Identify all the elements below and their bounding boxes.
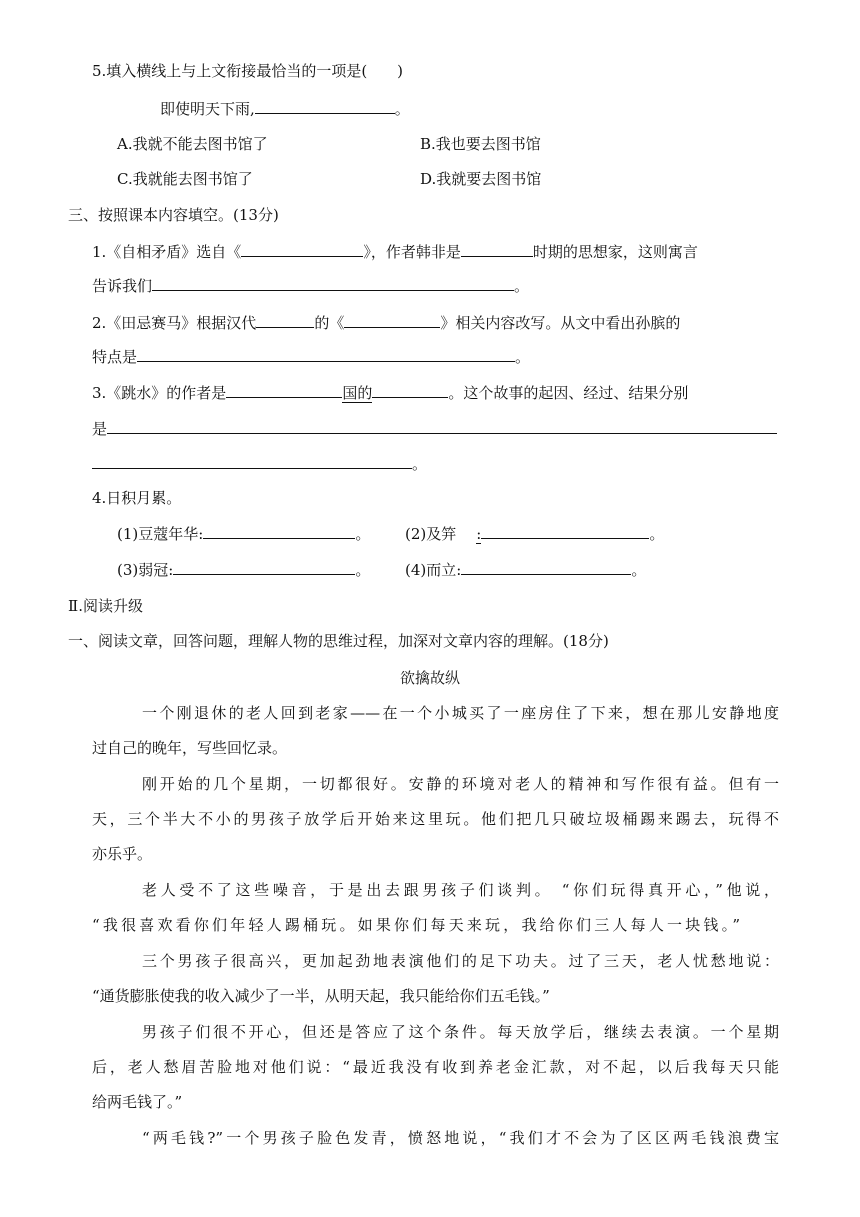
s3-q2-line1	[92, 311, 680, 334]
s3-q4-item3-blank[interactable]	[173, 558, 355, 575]
article-line: 过自己的晚年，写些回忆录。	[92, 739, 288, 757]
s3-q1-text1: 1.《自相矛盾》选自《	[92, 243, 242, 261]
part2-heading: Ⅱ.阅读升级	[68, 597, 143, 615]
s3-q4-item4-end: 。	[631, 561, 647, 579]
article-line: 一个刚退休的老人回到老家——在一个小城买了一座房住了下来，想在那儿安静地度	[142, 704, 779, 722]
s3-q4-item3	[117, 558, 370, 581]
article-line: 亦乐乎。	[92, 845, 153, 863]
s3-q1-text2: 》，作者韩非是	[363, 243, 461, 261]
article-line: 三个男孩子很高兴，更加起劲地表演他们的足下功夫。过了三天，老人忧愁地说：	[142, 952, 779, 970]
s3-q4-item4-blank[interactable]	[461, 558, 631, 575]
s3-q2-text2: 的《	[314, 314, 345, 332]
s3-q1-text3: 时期的思想家，这则寓言	[532, 243, 698, 261]
article-line: 给两毛钱了。”	[92, 1093, 183, 1111]
article-line: “通货膨胀使我的收入减少了一半，从明天起，我只能给你们五毛钱。”	[92, 987, 550, 1005]
s3-q1-text5: 。	[514, 277, 530, 295]
article-line: 老人受不了这些噪音，于是出去跟男孩子们谈判。 “你们玩得真开心，”他说，	[142, 881, 779, 899]
article-title: 欲擒故纵	[399, 669, 460, 687]
q5-option-d[interactable]: D.我就要去图书馆	[420, 170, 542, 188]
s3-q1-blank-source[interactable]	[241, 240, 363, 257]
s3-q1-line1	[92, 240, 698, 263]
article-line: 天，三个半大不小的男孩子放学后开始来这里玩。他们把几只破垃圾桶踢来踢去，玩得不	[92, 810, 779, 828]
q5-stem: 5.填入横线上与上文衔接最恰当的一项是( )	[92, 62, 404, 80]
s3-q4-item1	[117, 522, 370, 545]
s3-q3-blank-author[interactable]	[372, 381, 448, 398]
s3-q4-item1-blank[interactable]	[203, 522, 355, 539]
article-line: 后，老人愁眉苦脸地对他们说：“最近我没有收到养老金汇款，对不起，以后我每天只能	[92, 1058, 779, 1076]
s3-q3-text1: 3.《跳水》的作者是	[92, 384, 227, 402]
s3-q4-item2-label: (2)及笄	[405, 525, 457, 543]
q5-sentence-end: 。	[394, 100, 410, 118]
s3-q2-line2	[92, 345, 530, 368]
s3-q3-line1	[92, 381, 688, 404]
s3-q1-text4: 告诉我们	[92, 277, 153, 295]
s3-q3-text4: 是	[92, 420, 108, 438]
s3-q4-item2-colon: :	[476, 525, 482, 543]
s3-q4-item3-label: (3)弱冠:	[117, 561, 174, 579]
s3-q4-item1-label: (1)豆蔻年华:	[117, 525, 204, 543]
s3-q2-text4: 特点是	[92, 348, 138, 366]
q5-sentence	[160, 97, 410, 120]
s3-q3-blank-story-1[interactable]	[107, 417, 777, 434]
s3-q2-blank-author[interactable]	[256, 311, 314, 328]
q5-option-b[interactable]: B.我也要去图书馆	[420, 135, 541, 153]
s3-q4-item2-blank[interactable]	[481, 522, 649, 539]
s3-q3-line3	[92, 452, 427, 475]
s3-q3-text2: 国的	[342, 384, 373, 402]
s3-q2-text5: 。	[515, 348, 531, 366]
s3-q4-item2-end: 。	[649, 525, 665, 543]
s3-q4-item3-end: 。	[355, 561, 371, 579]
s3-q3-blank-country[interactable]	[226, 381, 342, 398]
q5-option-a[interactable]: A.我就不能去图书馆了	[117, 135, 268, 153]
s3-q1-blank-moral[interactable]	[152, 274, 514, 291]
s3-q1-line2	[92, 274, 529, 297]
s3-q4-title: 4.日积月累。	[92, 489, 182, 507]
article-line: 刚开始的几个星期，一切都很好。安静的环境对老人的精神和写作很有益。但有一	[142, 775, 779, 793]
s3-q4-item2	[405, 522, 664, 545]
s3-q4-item4-label: (4)而立:	[405, 561, 462, 579]
s3-q3-text3: 。这个故事的起因、经过、结果分别	[448, 384, 689, 402]
article-line: 男孩子们很不开心，但还是答应了这个条件。每天放学后，继续去表演。一个星期	[142, 1023, 779, 1041]
article-line: “两毛钱?”一个男孩子脸色发青，愤怒地说，“我们才不会为了区区两毛钱浪费宝	[142, 1129, 779, 1147]
s3-q1-blank-period[interactable]	[461, 240, 533, 257]
s3-q4-item1-end: 。	[355, 525, 371, 543]
s3-q3-blank-story-2[interactable]	[92, 452, 412, 469]
article-line: “我很喜欢看你们年轻人踢桶玩。如果你们每天来玩，我给你们三人每人一块钱。”	[92, 916, 740, 934]
q5-answer-blank[interactable]	[255, 97, 395, 114]
q5-option-c[interactable]: C.我就能去图书馆了	[117, 170, 253, 188]
s3-q2-blank-trait[interactable]	[137, 345, 515, 362]
s3-q2-blank-book[interactable]	[344, 311, 440, 328]
s3-q2-text1: 2.《田忌赛马》根据汉代	[92, 314, 257, 332]
q5-sentence-prefix: 即使明天下雨,	[160, 100, 255, 118]
s3-q3-text5: 。	[412, 455, 428, 473]
s3-q2-text3: 》相关内容改写。从文中看出孙膑的	[440, 314, 681, 332]
s3-q3-line2	[92, 417, 777, 440]
reading-section1-heading: 一、阅读文章，回答问题，理解人物的思维过程，加深对文章内容的理解。(18分)	[68, 632, 609, 650]
section3-heading: 三、按照课本内容填空。(13分)	[68, 206, 279, 224]
s3-q4-item4	[405, 558, 646, 581]
